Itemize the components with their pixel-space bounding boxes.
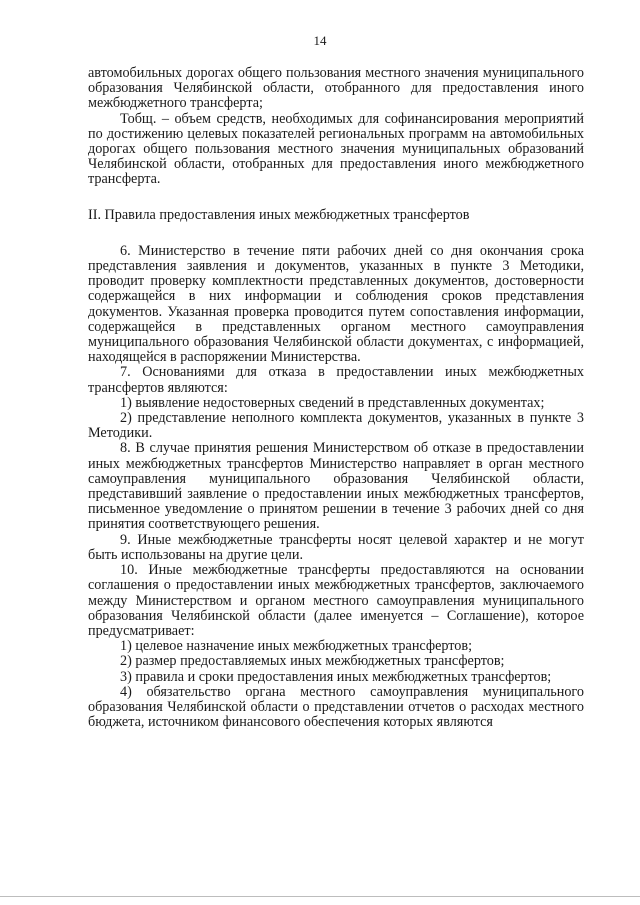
- page-bottom-edge: [0, 896, 640, 897]
- paragraph-item-9: 9. Иные межбюджетные трансферты носят целевой характер и не могут быть использованы на другие цели.: [88, 531, 584, 563]
- paragraph-item-10-3: 3) правила и сроки предоставления иных межбюджетных трансфертов;: [120, 668, 552, 685]
- paragraph-item-7: 7. Основаниями для отказа в предоставлении иных межбюджетных трансфертов являются:: [88, 364, 584, 396]
- document-body: [88, 66, 584, 730]
- paragraph-item-10-1: 1) целевое назначение иных межбюджетных трансфертов;: [120, 638, 473, 655]
- paragraph-item-10-2: 2) размер предоставляемых иных межбюджетных трансфертов;: [120, 653, 505, 670]
- paragraph-item-7-1: 1) выявление недостоверных сведений в представленных документах;: [120, 394, 545, 411]
- paragraph-item-6: 6. Министерство в течение пяти рабочих дней со дня окончания срока представления заявления и документов, указанных в пункте 3 Методики, проводит проверку комплектности представленных документов, достоверности содержащейся в них информации и соблюдения сроков представления документов. Указанная проверка проводится путем сопоставления информации, содержащейся в представленных органом местного самоуправления муниципального образования Челябинской области документах, с информацией, находящейся в распоряжении Министерства.: [88, 242, 584, 366]
- paragraph-continuation: автомобильных дорогах общего пользования местного значения муниципального образования Челябинской области, отобранного для предоставления иного межбюджетного трансферта;: [88, 65, 584, 112]
- section-heading: II. Правила предоставления иных межбюджетных трансфертов: [88, 206, 470, 223]
- paragraph-item-10-4: 4) обязательство органа местного самоуправления муниципального образования Челябинской области о представлении отчетов о расходах местного бюджета, источником финансового обеспечения которых являются: [88, 683, 584, 731]
- page-number: 14: [313, 33, 327, 48]
- paragraph-item-10: 10. Иные межбюджетные трансферты предоставляются на основании соглашения о предоставлении иных межбюджетных трансфертов, заключаемого между Министерством и органом местного самоуправления муниципального образования Челябинской области (далее именуется – Соглашение), которое предусматривает:: [88, 562, 584, 639]
- paragraph-formula-legend: Тобщ. – объем средств, необходимых для софинансирования мероприятий по достижению целевых показателей региональных программ на автомобильных дорогах общего пользования местного значения муниципальных образований Челябинской области, отобранных для предоставления иного межбюджетного трансферта.: [88, 110, 584, 188]
- paragraph-item-7-2: 2) представление неполного комплекта документов, указанных в пункте 3 Методики.: [88, 410, 584, 442]
- paragraph-item-8: 8. В случае принятия решения Министерством об отказе в предоставлении иных межбюджетных трансфертов Министерство направляет в орган местного самоуправления муниципального образования Челябинской области, представивший заявление о предоставлении иных межбюджетных трансфертов, письменное уведомление о принятом решении в течение 3 рабочих дней со дня принятия соответствующего решения.: [88, 440, 584, 533]
